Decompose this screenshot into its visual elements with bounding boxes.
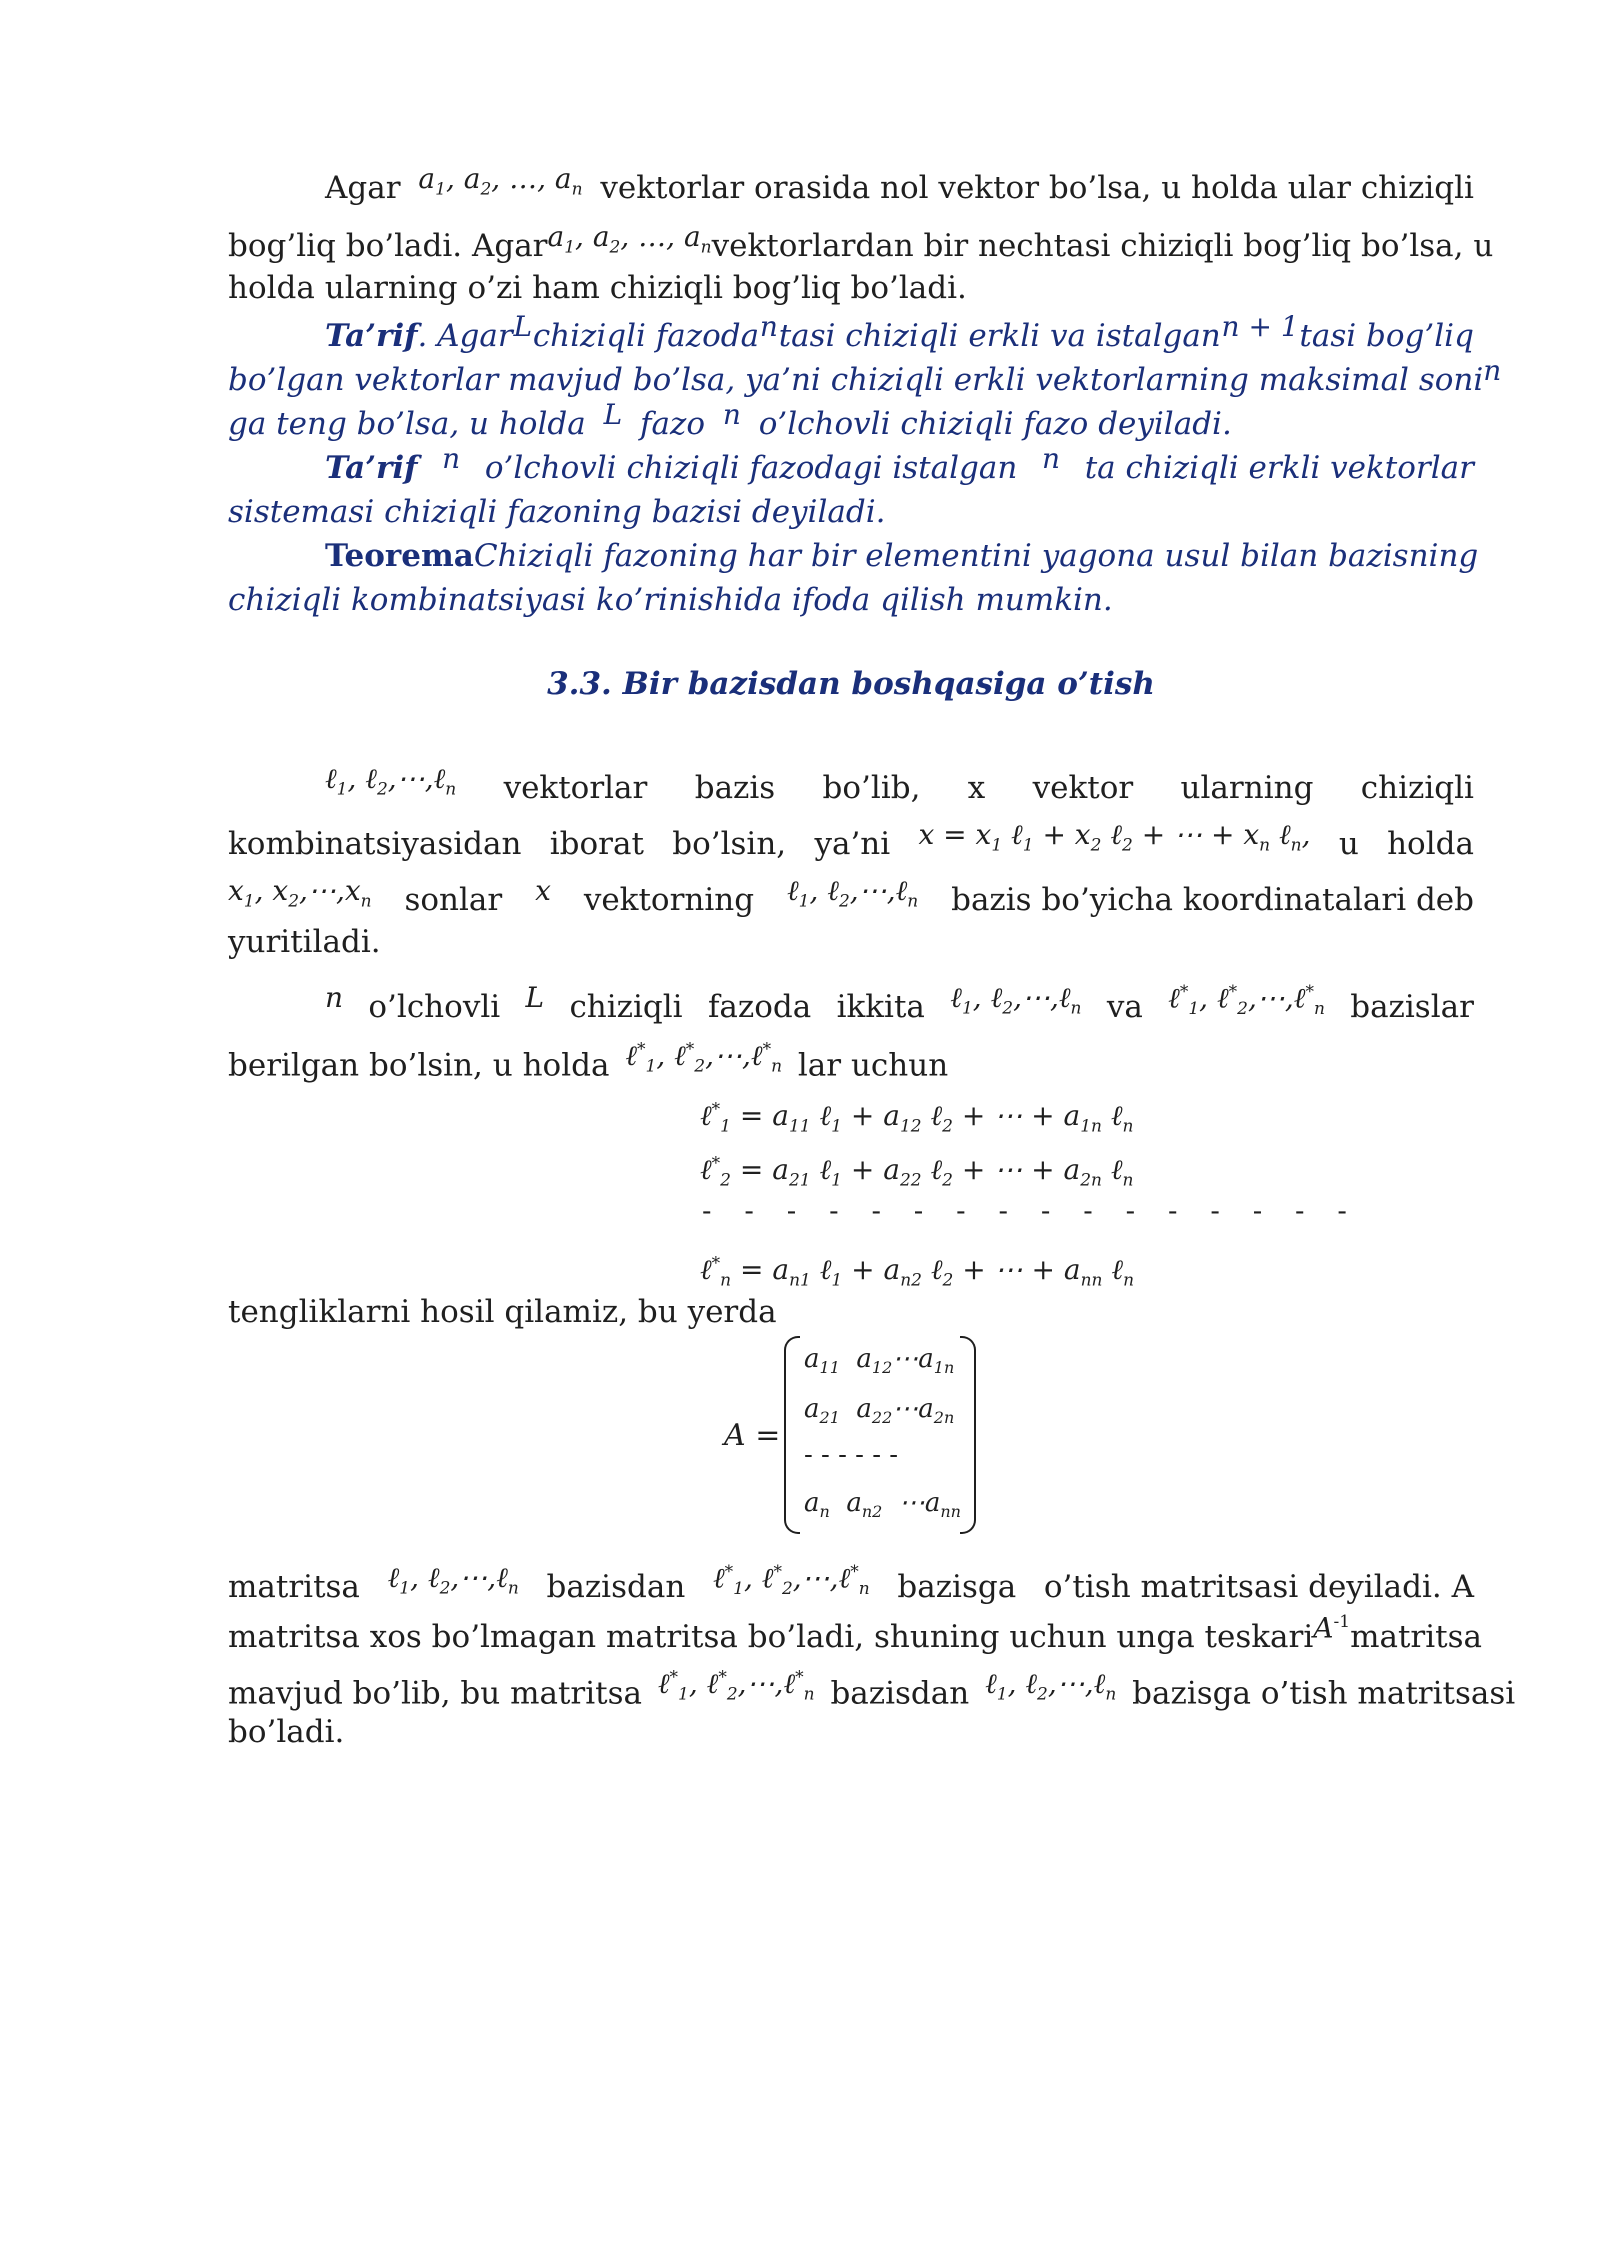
right-parenthesis bbox=[960, 1336, 976, 1534]
formula-x-coordinates: $x_1$, $x_2,\cdots,x_n$ bbox=[228, 874, 372, 912]
text-line: n o’lchovli L chiziqli fazoda ikkita ℓ$_1$, ℓ$_2$,⋯,ℓ$_n$ va ℓ*$_1$, ℓ*$_2$,⋯,ℓ*$_n$ bazislar bbox=[325, 982, 1474, 1039]
theorem-label: Teorema bbox=[325, 538, 474, 574]
formula-e-basis: ℓ$_1$, ℓ$_2$,⋯,ℓ$_n$ bbox=[950, 981, 1082, 1019]
formula-e-star-basis: ℓ*$_1$, ℓ*$_2$,⋯,ℓ*$_n$ bbox=[625, 1039, 783, 1077]
formula-e-star-basis: ℓ*$_1$, ℓ*$_2$,⋯,ℓ*$_n$ bbox=[657, 1667, 815, 1705]
formula-n: n bbox=[759, 310, 778, 343]
matrix-row-dashes: - - - - - - bbox=[804, 1440, 899, 1470]
text-line: matritsa ℓ$_1$, ℓ$_2$,⋯,ℓ$_n$ bazisdan ℓ*$_1$, ℓ*$_2$,⋯,ℓ*$_n$ bazisga o’tish matritsasi deyiladi. A bbox=[228, 1562, 1474, 1619]
formula-L: L bbox=[603, 398, 623, 431]
definition-1-line: ga teng bo’lsa, u holda L fazo n o’lchovli chiziqli fazo deyiladi. bbox=[228, 398, 1232, 442]
formula-L: L bbox=[525, 981, 545, 1015]
formula-e-basis: ℓ$_1$, ℓ$_2$,⋯,ℓ$_n$ bbox=[325, 762, 457, 800]
text-line: mavjud bo’lib, bu matritsa ℓ*$_1$, ℓ*$_2$,⋯,ℓ*$_n$ bazisdan ℓ$_1$, ℓ$_2$,⋯,ℓ$_n$ bazisga o’tish matritsasi bbox=[228, 1667, 1516, 1712]
text-line: yuritiladi. bbox=[228, 924, 381, 960]
section-heading: 3.3. Bir bazisdan boshqasiga o’tish bbox=[547, 666, 1155, 702]
formula-L: L bbox=[513, 310, 533, 343]
matrix-row-1: $a_{11}$ $a_{12}\cdots a_{1n}$ bbox=[804, 1344, 955, 1378]
left-parenthesis bbox=[784, 1336, 800, 1534]
formula-n: n bbox=[1483, 354, 1502, 387]
text-line: $x_1$, $x_2,\cdots,x_n$ sonlar x vektorning ℓ$_1$, ℓ$_2$,⋯,ℓ$_n$ bazis bo’yicha koordinatalari deb bbox=[228, 880, 1474, 932]
formula-A-inverse: $A^{-1}$ bbox=[1313, 1611, 1351, 1645]
equation-row-2: ℓ*$_2$ = $a_{21}$ ℓ$_1$ + $a_{22}$ ℓ$_2$ + ⋯ + $a_{2n}$ ℓ$_n$ bbox=[700, 1153, 1134, 1191]
formula-n: n bbox=[325, 981, 344, 1015]
transition-matrix bbox=[724, 1336, 984, 1536]
equation-row-1: ℓ*$_1$ = $a_{11}$ ℓ$_1$ + $a_{12}$ ℓ$_2$ + ⋯ + $a_{1n}$ ℓ$_n$ bbox=[700, 1099, 1134, 1137]
formula-e-basis: ℓ$_1$, ℓ$_2$,⋯,ℓ$_n$ bbox=[787, 874, 919, 912]
equation-dashes: - - - - - - - - - - - - - - - - bbox=[702, 1194, 1359, 1227]
definition-label: Ta’rif bbox=[325, 318, 418, 354]
formula-e-star-basis: ℓ*$_1$, ℓ*$_2$,⋯,ℓ*$_n$ bbox=[1168, 981, 1325, 1019]
formula-n: n bbox=[1042, 442, 1061, 475]
text-line: matritsa xos bo’lmagan matritsa bo’ladi, shuning uchun unga teskari $A^{-1}$ matritsa bbox=[228, 1612, 1474, 1658]
formula-a1-an: $a_1$, $a_2$, …, $a_n$ bbox=[418, 162, 583, 200]
formula-n: n bbox=[722, 398, 741, 431]
formula-e-basis: ℓ$_1$, ℓ$_2$,⋯,ℓ$_n$ bbox=[387, 1561, 519, 1599]
text-line: kombinatsiyasidan iborat bo’lsin, ya’ni $x = x_1$ ℓ$_1$ + $x_2$ ℓ$_2$ + ⋯ + $x_n$ ℓ$_n$, u holda bbox=[228, 824, 1474, 876]
theorem-line: Teorema Chiziqli fazoning har bir elementini yagona usul bilan bazisning bbox=[325, 538, 1479, 574]
definition-1-line: Ta’rif. Agar L chiziqli fazoda n tasi chiziqli erkli va istalgan n + 1 tasi bog’liq bbox=[325, 316, 1474, 357]
definition-label: Ta’rif bbox=[325, 450, 418, 486]
formula-n: n bbox=[442, 442, 461, 475]
formula-a1-an: $a_1$, $a_2$, …, $a_n$ bbox=[547, 220, 712, 258]
matrix-label: A = bbox=[724, 1418, 781, 1453]
formula-n-plus-1: n + 1 bbox=[1221, 310, 1299, 343]
definition-1-line: bo’lgan vektorlar mavjud bo’lsa, ya’ni chiziqli erkli vektorlarning maksimal soni n bbox=[228, 360, 1474, 401]
definition-2-line: sistemasi chiziqli fazoning bazisi deyiladi. bbox=[228, 494, 886, 530]
formula-x: x bbox=[535, 874, 551, 907]
text-line: berilgan bo’lsin, u holda ℓ*$_1$, ℓ*$_2$,⋯,ℓ*$_n$ lar uchun bbox=[228, 1039, 949, 1084]
text-line: tengliklarni hosil qilamiz, bu yerda bbox=[228, 1294, 777, 1330]
text-line: bog’liq bo’ladi. Agar $a_1$, $a_2$, …, $a_n$ vektorlardan bir nechtasi chiziqli bog’liq bo’lsa, u bbox=[228, 226, 1474, 278]
matrix-row-2: $a_{21}$ $a_{22}\cdots a_{2n}$ bbox=[804, 1394, 955, 1428]
text-line: ℓ$_1$, ℓ$_2$,⋯,ℓ$_n$ vektorlar bazis bo’lib, x vektor ularning chiziqli bbox=[325, 768, 1474, 820]
matrix-row-n: $a_n$ $a_{n2}$ $\cdots a_{nn}$ bbox=[804, 1488, 961, 1522]
formula-e-star-basis: ℓ*$_1$, ℓ*$_2$,⋯,ℓ*$_n$ bbox=[712, 1561, 870, 1599]
theorem-line: chiziqli kombinatsiyasi ko’rinishida ifoda qilish mumkin. bbox=[228, 582, 1113, 618]
text-line: bo’ladi. bbox=[228, 1714, 345, 1750]
formula-e-basis: ℓ$_1$, ℓ$_2$,⋯,ℓ$_n$ bbox=[985, 1667, 1117, 1705]
text-line: holda ularning o’zi ham chiziqli bog’liq bo’ladi. bbox=[228, 270, 967, 306]
text-line: Agar $a_1$, $a_2$, …, $a_n$ vektorlar orasida nol vektor bo’lsa, u holda ular chiziqli bbox=[325, 168, 1474, 220]
formula-x-combination: $x = x_1$ ℓ$_1$ + $x_2$ ℓ$_2$ + ⋯ + $x_n$ ℓ$_n$, bbox=[918, 818, 1311, 856]
definition-2-line: Ta’rif n o’lchovli chiziqli fazodagi istalgan n ta chiziqli erkli vektorlar bbox=[325, 448, 1474, 489]
equation-row-n: ℓ*$_n$ = $a_{n1}$ ℓ$_1$ + $a_{n2}$ ℓ$_2$ + ⋯ + $a_{nn}$ ℓ$_n$ bbox=[700, 1253, 1135, 1291]
